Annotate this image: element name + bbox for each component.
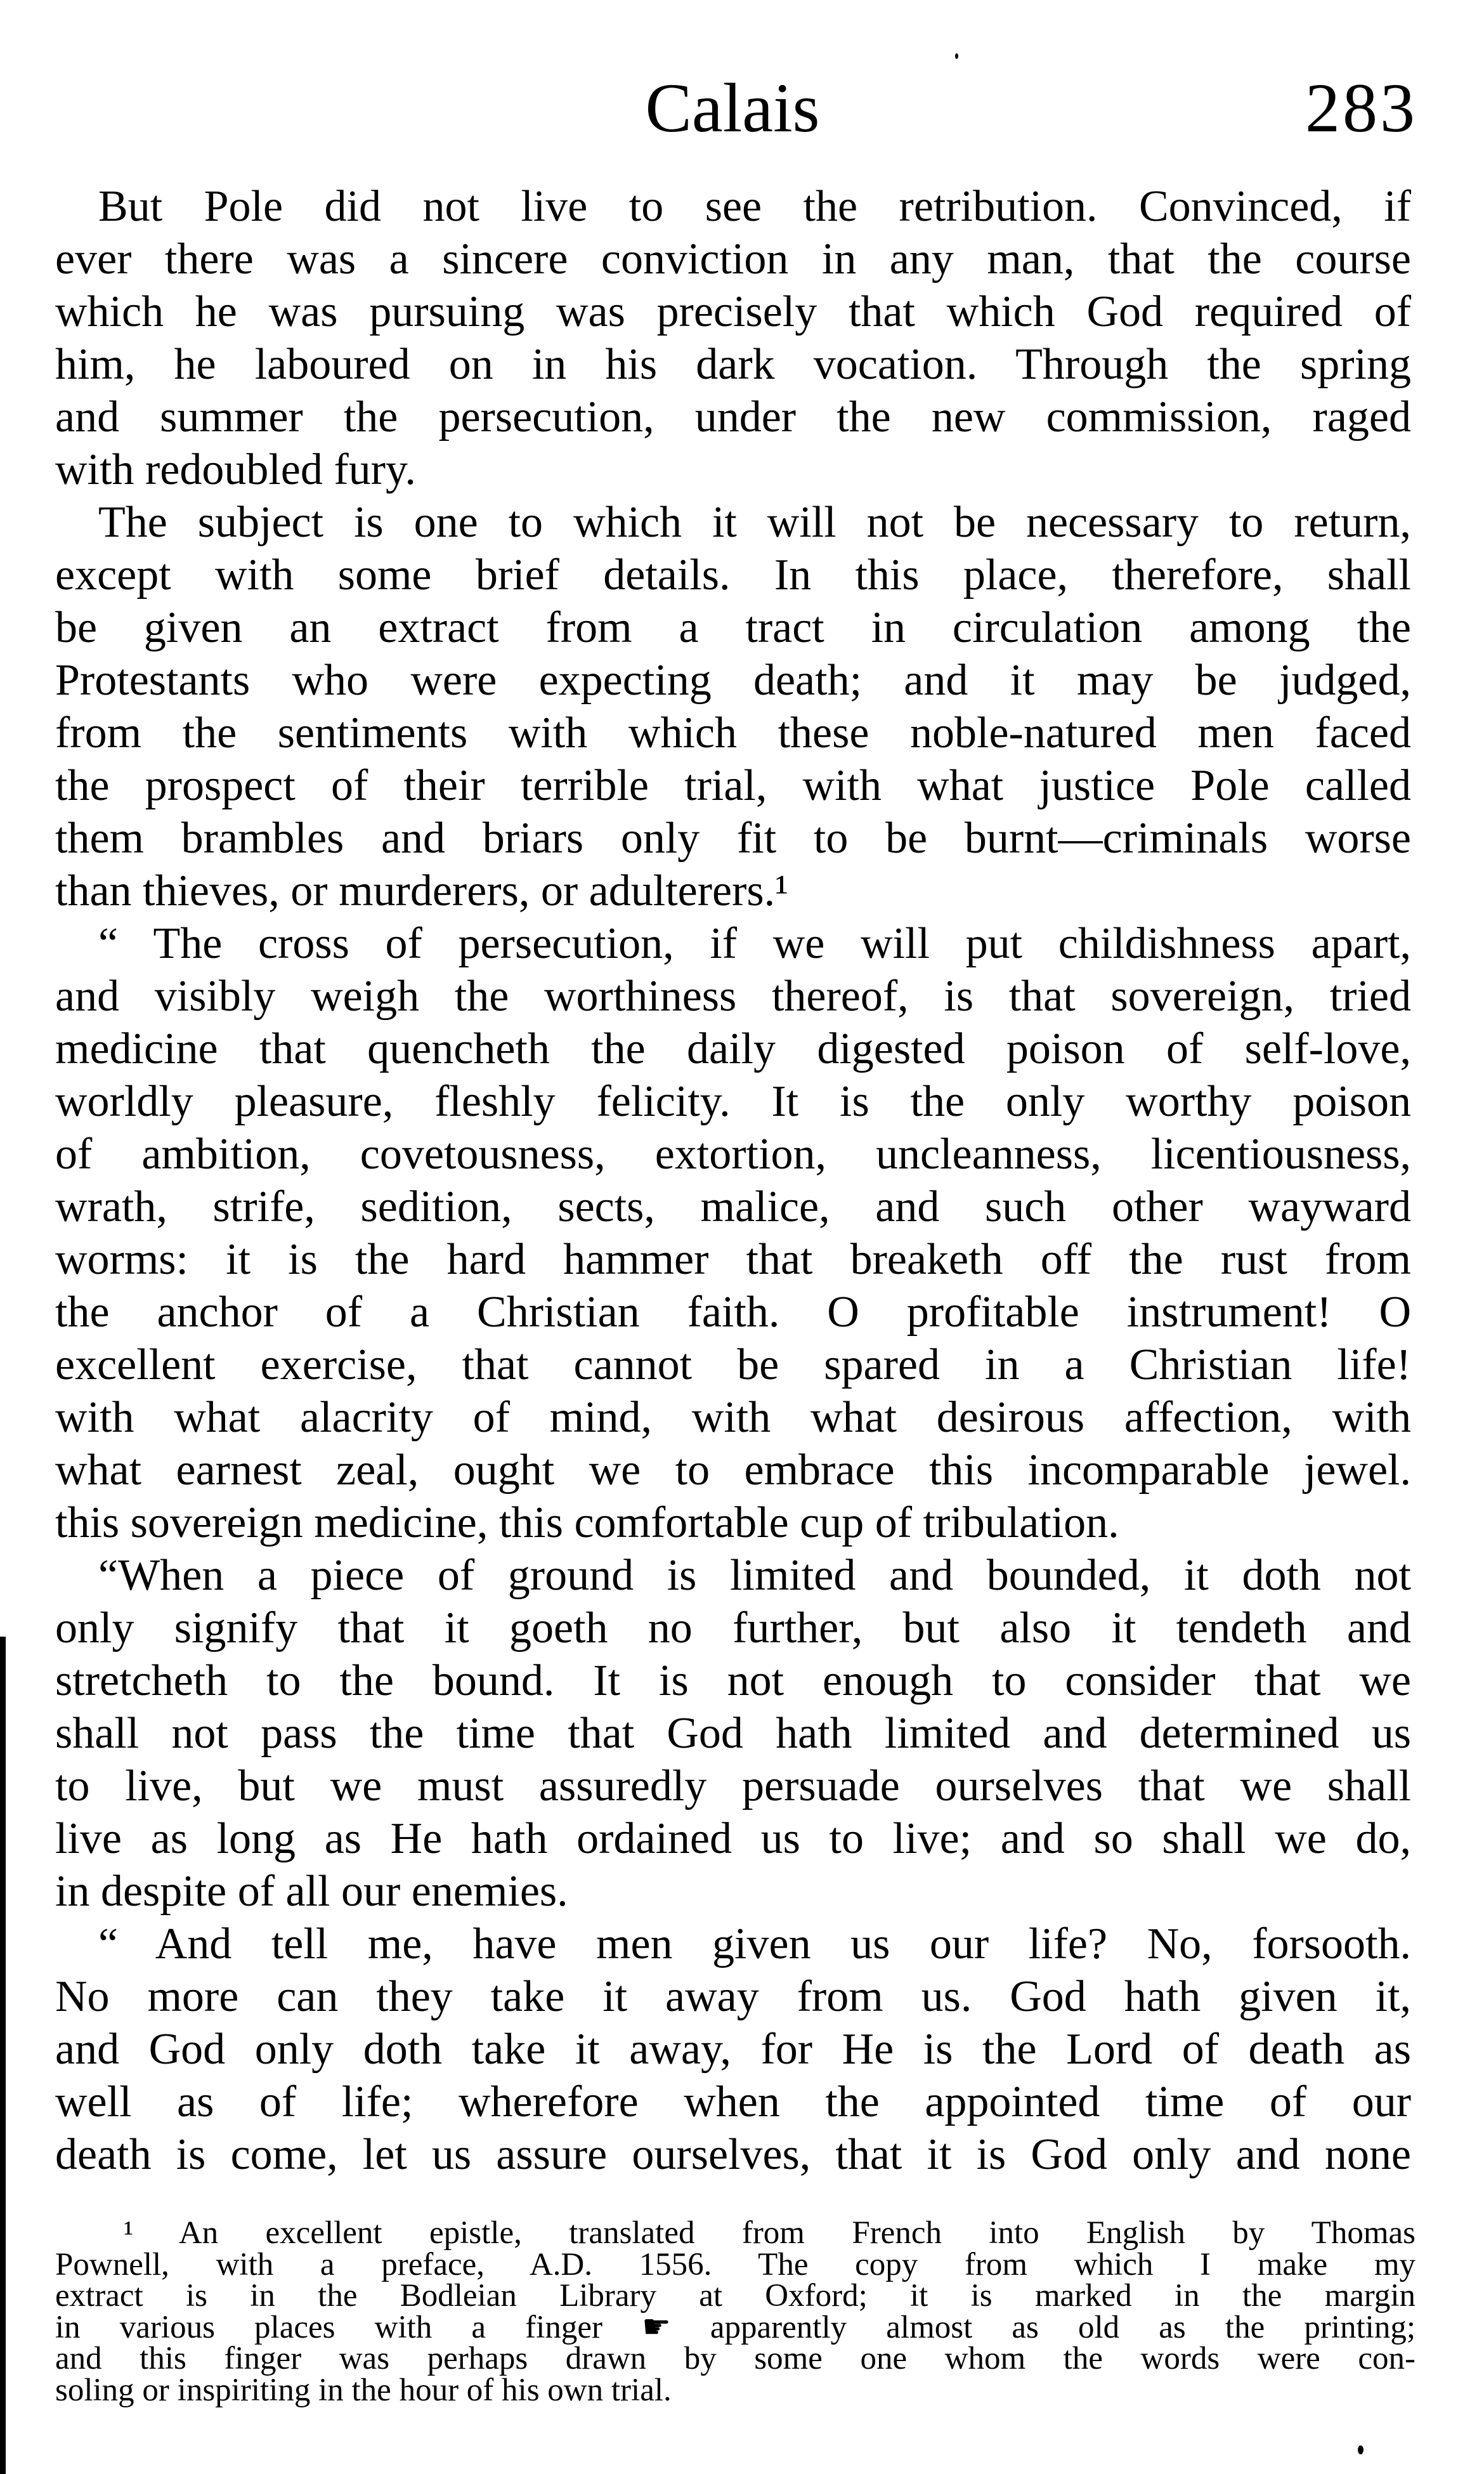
text-line: The subject is one to which it will not be necessary to return, (98, 497, 1411, 547)
text-line: excellent exercise, that cannot be spared in a Christian life! (55, 1340, 1411, 1389)
text-line: “ The cross of persecution, if we will put childishness apart, (98, 919, 1411, 968)
text-line: “When a piece of ground is limited and bounded, it doth not (98, 1550, 1411, 1600)
text-line: them brambles and briars only fit to be burnt—criminals worse (55, 813, 1411, 863)
text-line: wrath, strife, sedition, sects, malice, and such other wayward (55, 1182, 1411, 1231)
text-line: and visibly weigh the worthiness thereof, is that sovereign, tried (55, 971, 1411, 1021)
speck-mark (1358, 2445, 1364, 2454)
text-line: But Pole did not live to see the retribution. Convinced, if (98, 181, 1411, 231)
text-line: death is come, let us assure ourselves, that it is God only and none (55, 2130, 1411, 2179)
text-line: in despite of all our enemies. (55, 1866, 568, 1916)
footnote-line: in various places with a finger ☛ apparently almost as old as the printing; (55, 2309, 1416, 2345)
text-line: medicine that quencheth the daily digested poison of self-love, (55, 1024, 1411, 1073)
running-title: Calais (645, 69, 820, 147)
text-line: “ And tell me, have men given us our life? No, forsooth. (98, 1919, 1411, 1968)
text-line: be given an extract from a tract in circulation among the (55, 603, 1411, 652)
footnote-line: extract is in the Bodleian Library at Oxford; it is marked in the margin (55, 2278, 1416, 2314)
text-line: with redoubled fury. (55, 445, 416, 494)
text-line: and summer the persecution, under the new commission, raged (55, 392, 1411, 442)
text-line: to live, but we must assuredly persuade ourselves that we shall (55, 1761, 1411, 1810)
text-line: live as long as He hath ordained us to live; and so shall we do, (55, 1814, 1411, 1863)
footnote-line: ¹ An excellent epistle, translated from French into English by Thomas (124, 2215, 1416, 2251)
text-line: worldly pleasure, fleshly felicity. It is the only worthy poison (55, 1077, 1411, 1126)
text-line: Protestants who were expecting death; and it may be judged, (55, 655, 1411, 705)
text-line: and God only doth take it away, for He is the Lord of death as (55, 2024, 1411, 2074)
text-line: of ambition, covetousness, extortion, uncleanness, licentiousness, (55, 1129, 1411, 1179)
text-line: which he was pursuing was precisely that which God required of (55, 287, 1411, 336)
text-line: ever there was a sincere conviction in any man, that the course (55, 234, 1411, 284)
footnote-line: and this finger was perhaps drawn by some one whom the words were con- (55, 2341, 1416, 2376)
text-line: only signify that it goeth no further, but also it tendeth and (55, 1603, 1411, 1653)
text-line: him, he laboured on in his dark vocation. Through the spring (55, 339, 1411, 389)
text-line: worms: it is the hard hammer that breaketh off the rust from (55, 1234, 1411, 1284)
text-line: stretcheth to the bound. It is not enough to consider that we (55, 1656, 1411, 1705)
text-line: well as of life; wherefore when the appointed time of our (55, 2077, 1411, 2126)
page-number: 283 (1305, 69, 1417, 147)
text-line: No more can they take it away from us. God hath given it, (55, 1972, 1411, 2021)
text-line: what earnest zeal, ought we to embrace this incomparable jewel. (55, 1445, 1411, 1495)
text-line: from the sentiments with which these noble-natured men faced (55, 708, 1411, 757)
text-line: than thieves, or murderers, or adulterers.¹ (55, 866, 789, 915)
footnote-line: Pownell, with a preface, A.D. 1556. The copy from which I make my (55, 2246, 1416, 2282)
text-line: with what alacrity of mind, with what desirous affection, with (55, 1392, 1411, 1442)
text-line: shall not pass the time that God hath limited and determined us (55, 1708, 1411, 1758)
text-line: except with some brief details. In this place, therefore, shall (55, 550, 1411, 599)
text-line: the prospect of their terrible trial, with what justice Pole called (55, 761, 1411, 810)
text-line: this sovereign medicine, this comfortable cup of tribulation. (55, 1498, 1119, 1547)
speck-mark (955, 53, 958, 59)
footnote-line: soling or inspiriting in the hour of his own trial. (55, 2372, 672, 2408)
page-edge-shadow (0, 1637, 6, 2474)
text-line: the anchor of a Christian faith. O profitable instrument! O (55, 1287, 1411, 1337)
